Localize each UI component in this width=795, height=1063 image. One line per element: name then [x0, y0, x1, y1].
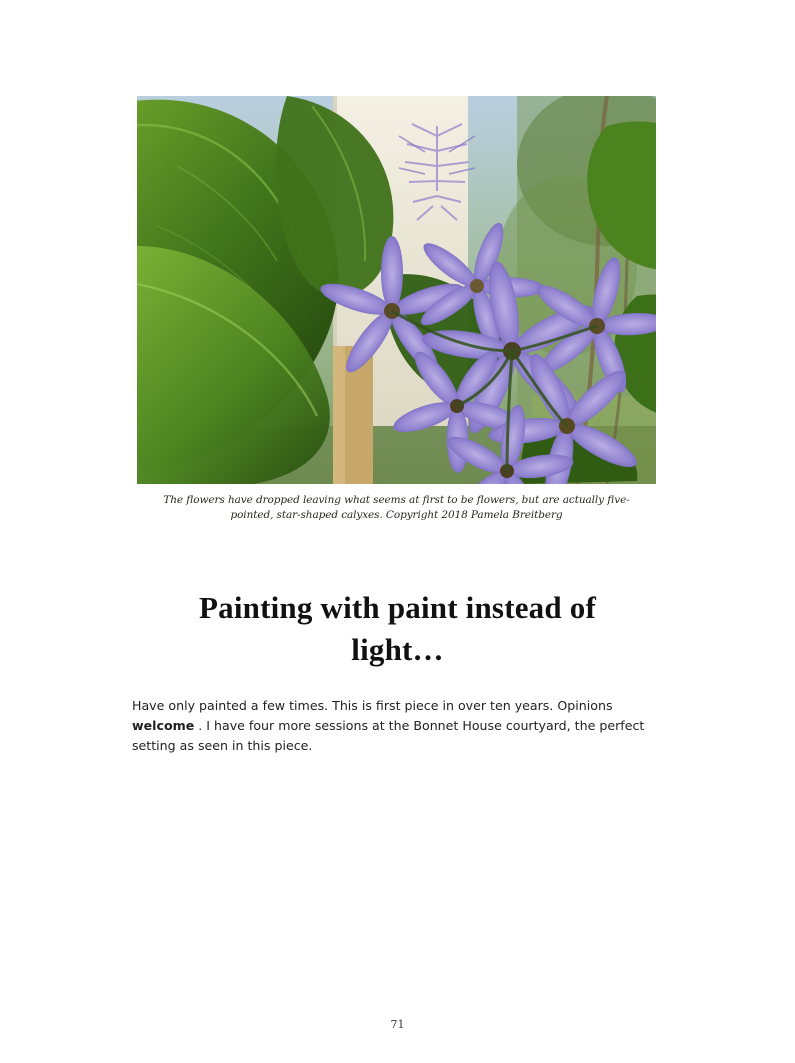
- body-text-emphasis: welcome: [132, 717, 195, 733]
- figure-block: [137, 96, 656, 523]
- body-paragraph: [132, 696, 665, 757]
- figure-caption: The flowers have dropped leaving what seems at first to be flowers, but are actually five-pointed, star-shaped calyxes. Copyright 2018 Pamela Breitberg: [163, 494, 630, 521]
- page-number: 71: [390, 1018, 405, 1031]
- body-text-part1: Have only painted a few times. This is first piece in over ten years. Opinions: [132, 697, 613, 713]
- page-content: [131, 96, 664, 757]
- purple-petrea-flowers-photo: [137, 96, 656, 484]
- page-title: Painting with paint instead of light…: [198, 589, 596, 667]
- body-text-part2: . I have four more sessions at the Bonnet House courtyard, the perfect setting as seen in this piece.: [132, 717, 645, 754]
